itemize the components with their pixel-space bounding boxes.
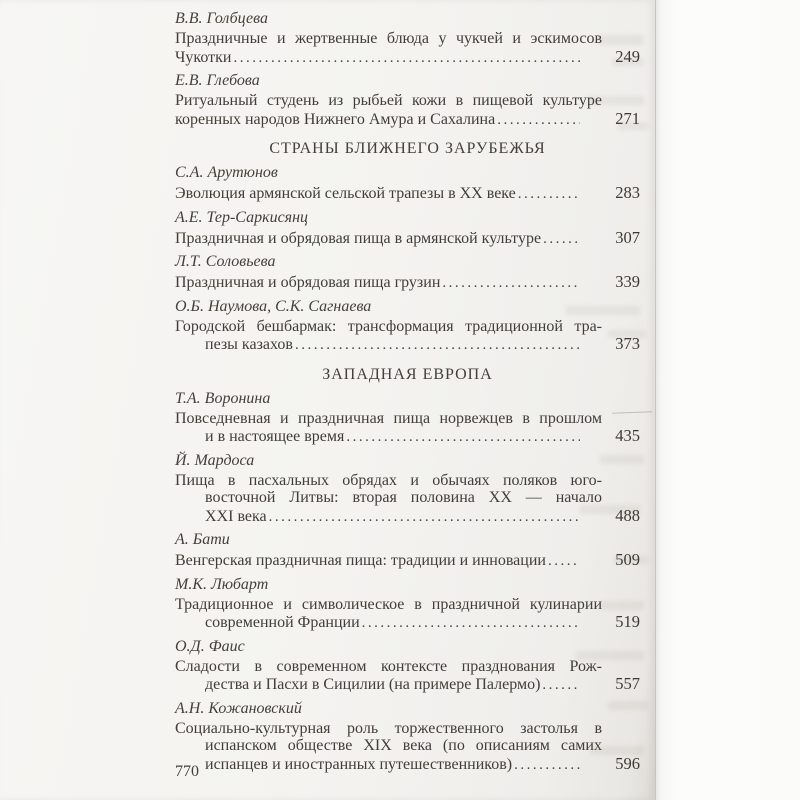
- entry-line: Сладости в современном контексте празднования Рож-: [175, 657, 602, 675]
- entry-line: восточной Литвы: вторая половина XX — начало: [205, 489, 602, 506]
- entry-title-text: Праздничная и обрядовая пища в армянской культуре: [175, 229, 542, 247]
- entry-author: Т.А. Воронина: [175, 389, 271, 407]
- page-number: 435: [615, 426, 640, 445]
- entry-author: В.В. Голбцева: [175, 10, 268, 27]
- entry-author: М.К. Любарт: [175, 575, 269, 593]
- page-number: 596: [615, 753, 640, 773]
- dot-leader: [295, 337, 580, 355]
- page-number: 557: [615, 674, 640, 693]
- entry-line-last: [175, 229, 640, 249]
- entry-title-text: пезы казахов: [205, 336, 293, 353]
- section-heading: ЗАПАДНАЯ ЕВРОПА: [322, 365, 493, 383]
- dot-leader: [362, 615, 580, 633]
- entry-line: испанском обществе XIX века (по описаниям самих: [205, 737, 602, 754]
- dot-leader: [518, 186, 580, 204]
- dot-leader: [233, 50, 580, 68]
- entry-author: Л.Т. Соловьева: [175, 253, 276, 270]
- dot-leader: [346, 429, 580, 447]
- entry-author: О.Б. Наумова, С.К. Сагнаева: [175, 297, 372, 315]
- entry-line-last: [205, 507, 640, 527]
- dot-leader: [442, 275, 580, 293]
- dot-leader: [542, 677, 580, 695]
- entry-line-last: [175, 48, 640, 68]
- page-number: 519: [615, 612, 640, 631]
- dot-leader: [543, 231, 580, 249]
- entry-title-text: испанцев и иностранных путешественников): [205, 755, 513, 773]
- entry-line-last: [205, 335, 640, 355]
- dot-leader: [548, 553, 580, 571]
- entry-author: А.Е. Тер-Саркисянц: [175, 208, 309, 226]
- dot-leader: [269, 509, 580, 527]
- entry-line: Традиционное и символическое в праздничной кулинарии: [175, 595, 602, 613]
- page-number: 307: [615, 227, 640, 247]
- entry-title-text: дества и Пасхи в Сицилии (на примере Палермо): [205, 676, 541, 693]
- entry-line: Социально-культурная роль торжественного застолья в: [175, 719, 602, 737]
- section-heading: СТРАНЫ БЛИЖНЕГО ЗАРУБЕЖЬЯ: [269, 140, 546, 157]
- page-number: 283: [615, 183, 640, 202]
- entry-line: Повседневная и праздничная пища норвежцев в прошлом: [175, 409, 602, 427]
- dot-leader: [497, 112, 580, 130]
- page-edge-strip: [655, 0, 800, 800]
- entry-line-last: [205, 613, 640, 633]
- entry-title-text: XXI века: [205, 507, 267, 525]
- entry-line-last: [175, 551, 640, 571]
- entry-line: Праздничные и жертвенные блюда у чукчей и эскимосов: [175, 30, 602, 47]
- page-number: 339: [615, 272, 640, 291]
- entry-line-last: [175, 273, 640, 293]
- entry-title-text: коренных народов Нижнего Амура и Сахалина: [175, 110, 496, 128]
- entry-line-last: [205, 675, 640, 695]
- entry-author: А.Н. Кожановский: [175, 699, 302, 717]
- entry-title-text: Эволюция армянской сельской трапезы в XX веке: [175, 185, 516, 202]
- entry-line-last: [205, 427, 640, 447]
- entry-line-last: [205, 755, 640, 775]
- entry-author: Е.В. Глебова: [175, 72, 260, 89]
- entry-title-text: современной Франции: [205, 614, 360, 631]
- entry-line-last: [175, 184, 640, 204]
- entry-author: С.А. Арутюнов: [175, 164, 278, 181]
- entry-line: Пища в пасхальных обрядах и обычаях поляков юго-: [175, 471, 602, 489]
- entry-author: О.Д. Фаис: [175, 637, 245, 655]
- toc-content: [175, 5, 640, 774]
- entry-title-text: Праздничная и обрядовая пища грузин: [175, 274, 441, 291]
- entry-title-text: Венгерская праздничная пища: традиции и инновации: [175, 552, 546, 569]
- page-number: 271: [615, 108, 640, 128]
- entry-title-text: Чукотки: [175, 48, 232, 66]
- dot-leader: [514, 757, 580, 775]
- entry-author: Й. Мардоса: [175, 451, 255, 469]
- folio-page-number: 770: [175, 763, 199, 780]
- entry-line: Городской бешбармак: трансформация традиционной тра-: [175, 317, 602, 335]
- entry-line-last: [175, 110, 640, 130]
- page-number: 488: [615, 505, 640, 525]
- entry-line: Ритуальный студень из рыбьей кожи в пищевой культуре: [175, 92, 602, 109]
- page-number: 373: [615, 334, 640, 353]
- page-number: 249: [615, 46, 640, 66]
- entry-author: А. Бати: [175, 531, 230, 548]
- entry-title-text: и в настоящее время: [205, 428, 345, 445]
- page-number: 509: [615, 550, 640, 569]
